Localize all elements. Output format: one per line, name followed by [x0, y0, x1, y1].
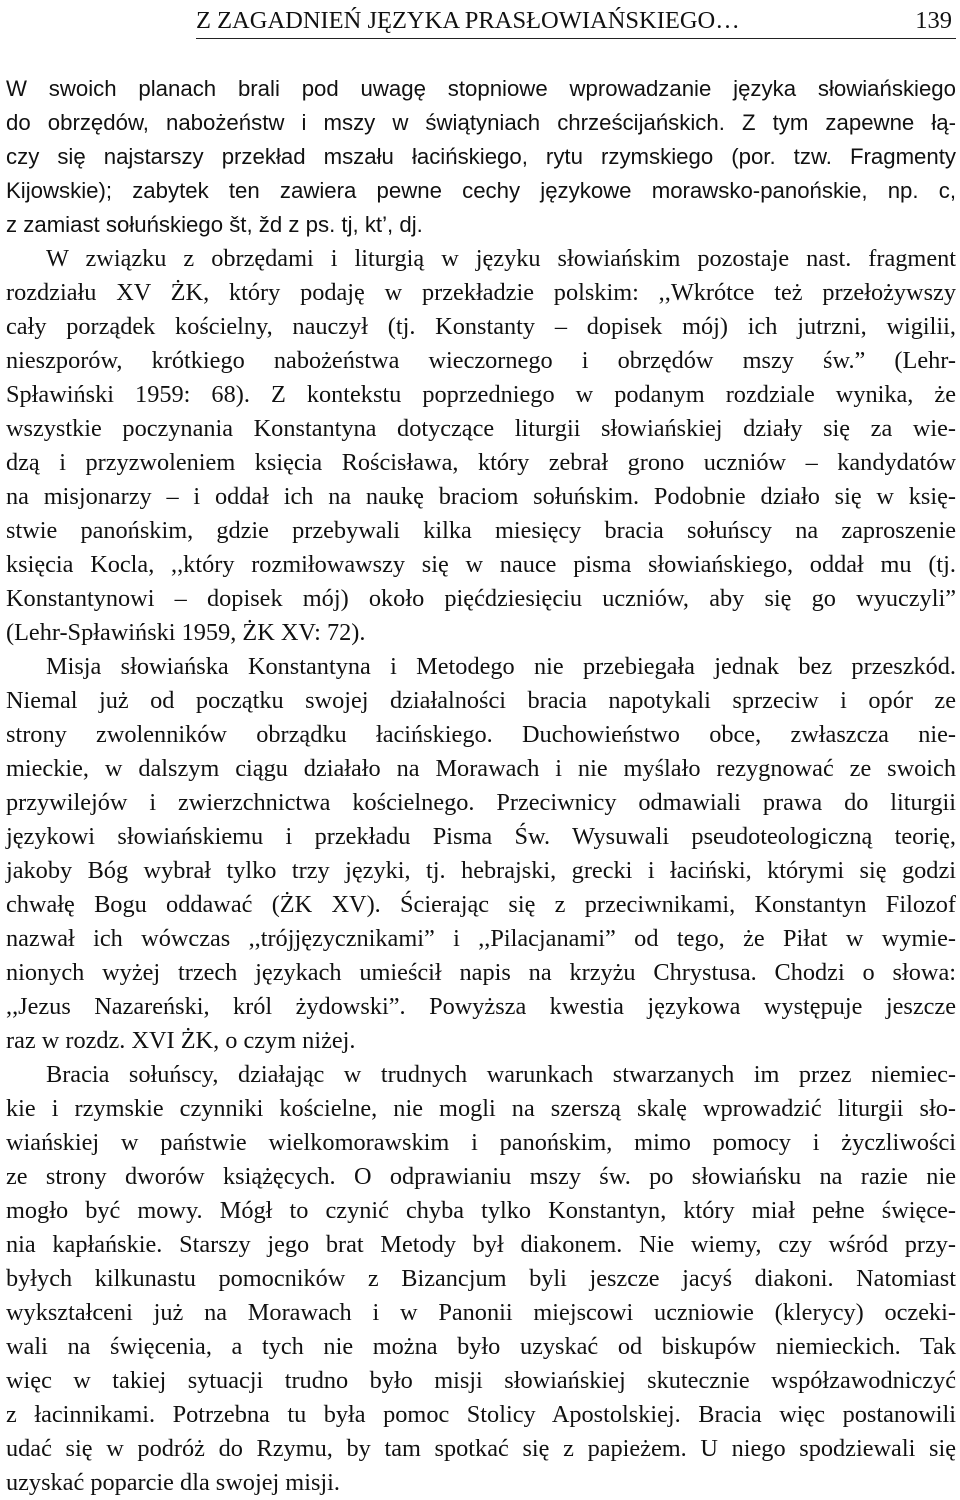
- running-header: [196, 4, 956, 39]
- text-line: uzyskać poparcie dla swojej misji.: [6, 1469, 340, 1496]
- text-line: chwałę Bogu oddawać (ŻK XV). Ścierając się z przeciwnikami, Konstantyn Filozof: [6, 891, 956, 918]
- text-line: nieszporów, krótkiego nabożeństwa wieczornego i obrzędów mszy św.” (Lehr-: [6, 347, 956, 374]
- text-line: raz w rozdz. XVI ŻK, o czym niżej.: [6, 1027, 356, 1054]
- text-line: językowi słowiańskiemu i przekładu Pisma Św. Wysuwali pseudoteologiczną teorię,: [6, 823, 956, 850]
- paragraph-1: [6, 72, 956, 242]
- text-line: do obrzędów, nabożeństw i mszy w świątyniach chrześcijańskich. Z tym zapewne łą-: [6, 110, 956, 135]
- paragraph-3: [6, 650, 956, 1058]
- text-line: księcia Kocla, ,,który rozmiłowawszy się w nauce pisma słowiańskiego, oddał mu (tj.: [6, 551, 956, 578]
- text-line: mieckie, w dalszym ciągu działało na Morawach i nie myślało rezygnować ze swoich: [6, 755, 956, 782]
- text-line: ,,Jezus Nazareński, król żydowski”. Powyższa kwestia językowa występuje jeszcze: [6, 993, 956, 1020]
- text-line: Konstantynowi – dopisek mój) około pięćdziesięciu uczniów, aby się go wyuczyli”: [6, 585, 956, 612]
- running-head-title: Z ZAGADNIEŃ JĘZYKA PRASŁOWIAŃSKIEGO…: [196, 7, 740, 34]
- text-line: z zamiast sołuńskiego št, žd z ps. tj, kt’, dj.: [6, 212, 423, 237]
- text-line: (Lehr-Spławiński 1959, ŻK XV: 72).: [6, 619, 366, 646]
- text-line: nia kapłańskie. Starszy jego brat Metody był diakonem. Nie wiemy, czy wśród przy-: [6, 1231, 956, 1258]
- text-line: Bracia sołuńscy, działając w trudnych warunkach stwarzanych im przez niemiec-: [46, 1061, 956, 1088]
- text-line: nazwał ich wówczas ,,trójjęzycznikami” i ,,Pilacjanami” od tego, że Piłat w wymie-: [6, 925, 956, 952]
- text-line: przywilejów i zwierzchnictwa kościelnego. Przeciwnicy odmawiali prawa do liturgii: [6, 789, 956, 816]
- text-line: Spławiński 1959: 68). Z kontekstu poprzedniego w podanym rozdziale wynika, że: [6, 381, 956, 408]
- text-line: Niemal już od początku swojej działalności bracia napotykali sprzeciw i opór ze: [6, 687, 956, 714]
- paragraph-2: [6, 242, 956, 650]
- text-line: nionych wyżej trzech językach umieścił napis na krzyżu Chrystusa. Chodzi o słowa:: [6, 959, 956, 986]
- text-line: dzą i przyzwoleniem księcia Rościsława, który zebrał grono uczniów – kandydatów: [6, 449, 956, 476]
- text-line: rozdziału XV ŻK, który podaję w przekładzie polskim: ,,Wkrótce też przełożywszy: [6, 279, 956, 306]
- text-line: wali na święcenia, a tych nie można było uzyskać od biskupów niemieckich. Tak: [6, 1333, 956, 1360]
- text-line: wykształceni już na Morawach i w Panonii miejscowi uczniowie (klerycy) oczeki-: [6, 1299, 956, 1326]
- text-line: strony zwolenników obrządku łacińskiego. Duchowieństwo obce, zwłaszcza nie-: [6, 721, 956, 748]
- text-line: W swoich planach brali pod uwagę stopniowe wprowadzanie języka słowiańskiego: [6, 76, 956, 101]
- text-line: wiańskiej w państwie wielkomorawskim i panońskim, mimo pomocy i życzliwości: [6, 1129, 956, 1156]
- text-line: jakoby Bóg wybrał tylko trzy języki, tj. hebrajski, grecki i łaciński, którymi się godzi: [6, 857, 956, 884]
- text-line: więc w takiej sytuacji trudno było misji słowiańskiej skutecznie współzawodniczyć: [6, 1367, 956, 1394]
- text-line: na misjonarzy – i oddał ich na naukę braciom sołuńskim. Podobnie działo się w księ-: [6, 483, 956, 510]
- text-line: W związku z obrzędami i liturgią w języku słowiańskim pozostaje nast. fragment: [46, 245, 956, 272]
- text-line: byłych kilkunastu pomocników z Bizancjum byli jeszcze jacyś diakoni. Natomiast: [6, 1265, 956, 1292]
- text-line: udać się w podróż do Rzymu, by tam spotkać się z papieżem. U niego spodziewali się: [6, 1435, 956, 1462]
- text-line: wszystkie poczynania Konstantyna dotyczące liturgii słowiańskiej działy się za wie-: [6, 415, 956, 442]
- text-line: czy się najstarszy przekład mszału łacińskiego, rytu rzymskiego (por. tzw. Fragmenty: [6, 144, 956, 169]
- page-number: 139: [915, 7, 952, 34]
- text-line: Kijowskie); zabytek ten zawiera pewne cechy językowe morawsko-panońskie, np. c,: [6, 178, 956, 203]
- text-line: Misja słowiańska Konstantyna i Metodego nie przebiegała jednak bez przeszkód.: [46, 653, 956, 680]
- paragraph-4: [6, 1058, 956, 1500]
- text-line: ze strony dworów książęcych. O odprawianiu mszy św. po słowiańsku na razie nie: [6, 1163, 956, 1190]
- text-line: mogło być mowy. Mógł to czynić chyba tylko Konstantyn, który miał pełne święce-: [6, 1197, 956, 1224]
- text-line: cały porządek kościelny, nauczył (tj. Konstanty – dopisek mój) ich jutrzni, wigilii,: [6, 313, 956, 340]
- text-line: z łacinnikami. Potrzebna tu była pomoc Stolicy Apostolskiej. Bracia więc postanowili: [6, 1401, 956, 1428]
- body-text: [6, 72, 956, 1500]
- text-line: kie i rzymskie czynniki kościelne, nie mogli na szerszą skalę wprowadzić liturgii sło-: [6, 1095, 956, 1122]
- text-line: stwie panońskim, gdzie przebywali kilka miesięcy bracia sołuńscy na zaproszenie: [6, 517, 956, 544]
